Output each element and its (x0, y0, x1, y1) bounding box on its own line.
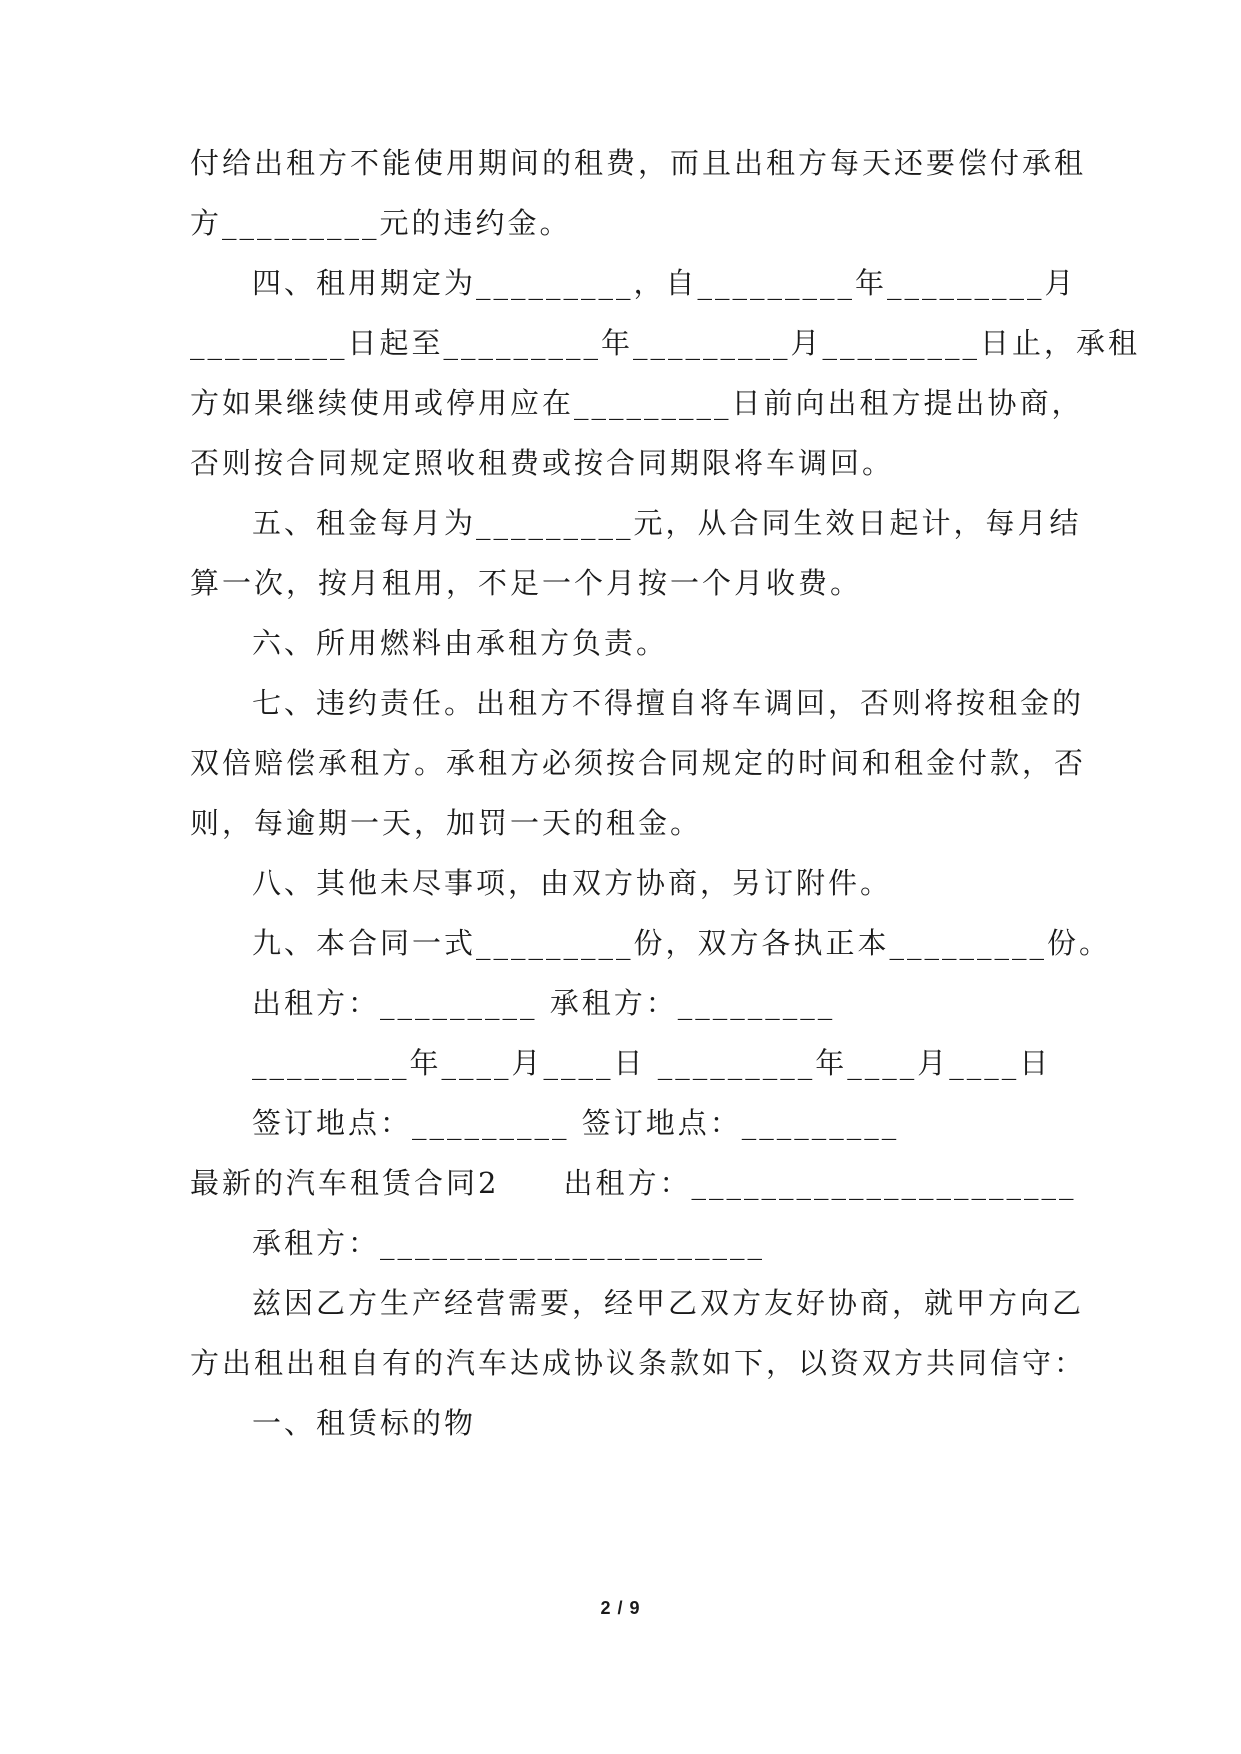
signatory-line: 出租方：_________ 承租方：_________ (252, 986, 836, 1020)
text-line-1: 付给出租方不能使用期间的租费，而且出租方每天还要偿付承租 (190, 146, 1087, 180)
section-1-heading: 一、租赁标的物 (252, 1406, 477, 1440)
clause-7-line-3: 则，每逾期一天，加罚一天的租金。 (190, 806, 703, 840)
signing-date-line: _________年____月____日 _________年____月____日 (252, 1046, 1052, 1080)
clause-9: 九、本合同一式_________份，双方各执正本_________份。 (252, 926, 1112, 960)
clause-5-line-1: 五、租金每月为_________元，从合同生效日起计，每月结 (252, 506, 1082, 540)
text-line-2: 方_________元的违约金。 (190, 206, 572, 240)
preamble-line-1: 兹因乙方生产经营需要，经甲乙双方友好协商，就甲方向乙 (252, 1286, 1085, 1320)
contract-2-heading: 最新的汽车租赁合同2 出租方：______________________ (190, 1166, 1077, 1200)
signing-place-line: 签订地点：_________ 签订地点：_________ (252, 1106, 900, 1140)
clause-6: 六、所用燃料由承租方负责。 (252, 626, 669, 660)
clause-7-line-1: 七、违约责任。出租方不得擅自将车调回，否则将按租金的 (252, 686, 1085, 720)
clause-4-line-4: 否则按合同规定照收租费或按合同期限将车调回。 (190, 446, 895, 480)
preamble-line-2: 方出租出租自有的汽车达成协议条款如下，以资双方共同信守： (190, 1346, 1087, 1380)
clause-4-line-1: 四、租用期定为_________，自_________年_________月 (252, 266, 1077, 300)
page-number: 2 / 9 (600, 1598, 641, 1618)
clause-7-line-2: 双倍赔偿承租方。承租方必须按合同规定的时间和租金付款，否 (190, 746, 1087, 780)
clause-4-line-2: _________日起至_________年_________月_________日止，承租 (190, 326, 1141, 360)
clause-5-line-2: 算一次，按月租用，不足一个月按一个月收费。 (190, 566, 863, 600)
lessee-line: 承租方：______________________ (252, 1226, 766, 1260)
clause-8: 八、其他未尽事项，由双方协商，另订附件。 (252, 866, 893, 900)
clause-4-line-3: 方如果继续使用或停用应在_________日前向出租方提出协商， (190, 386, 1084, 420)
